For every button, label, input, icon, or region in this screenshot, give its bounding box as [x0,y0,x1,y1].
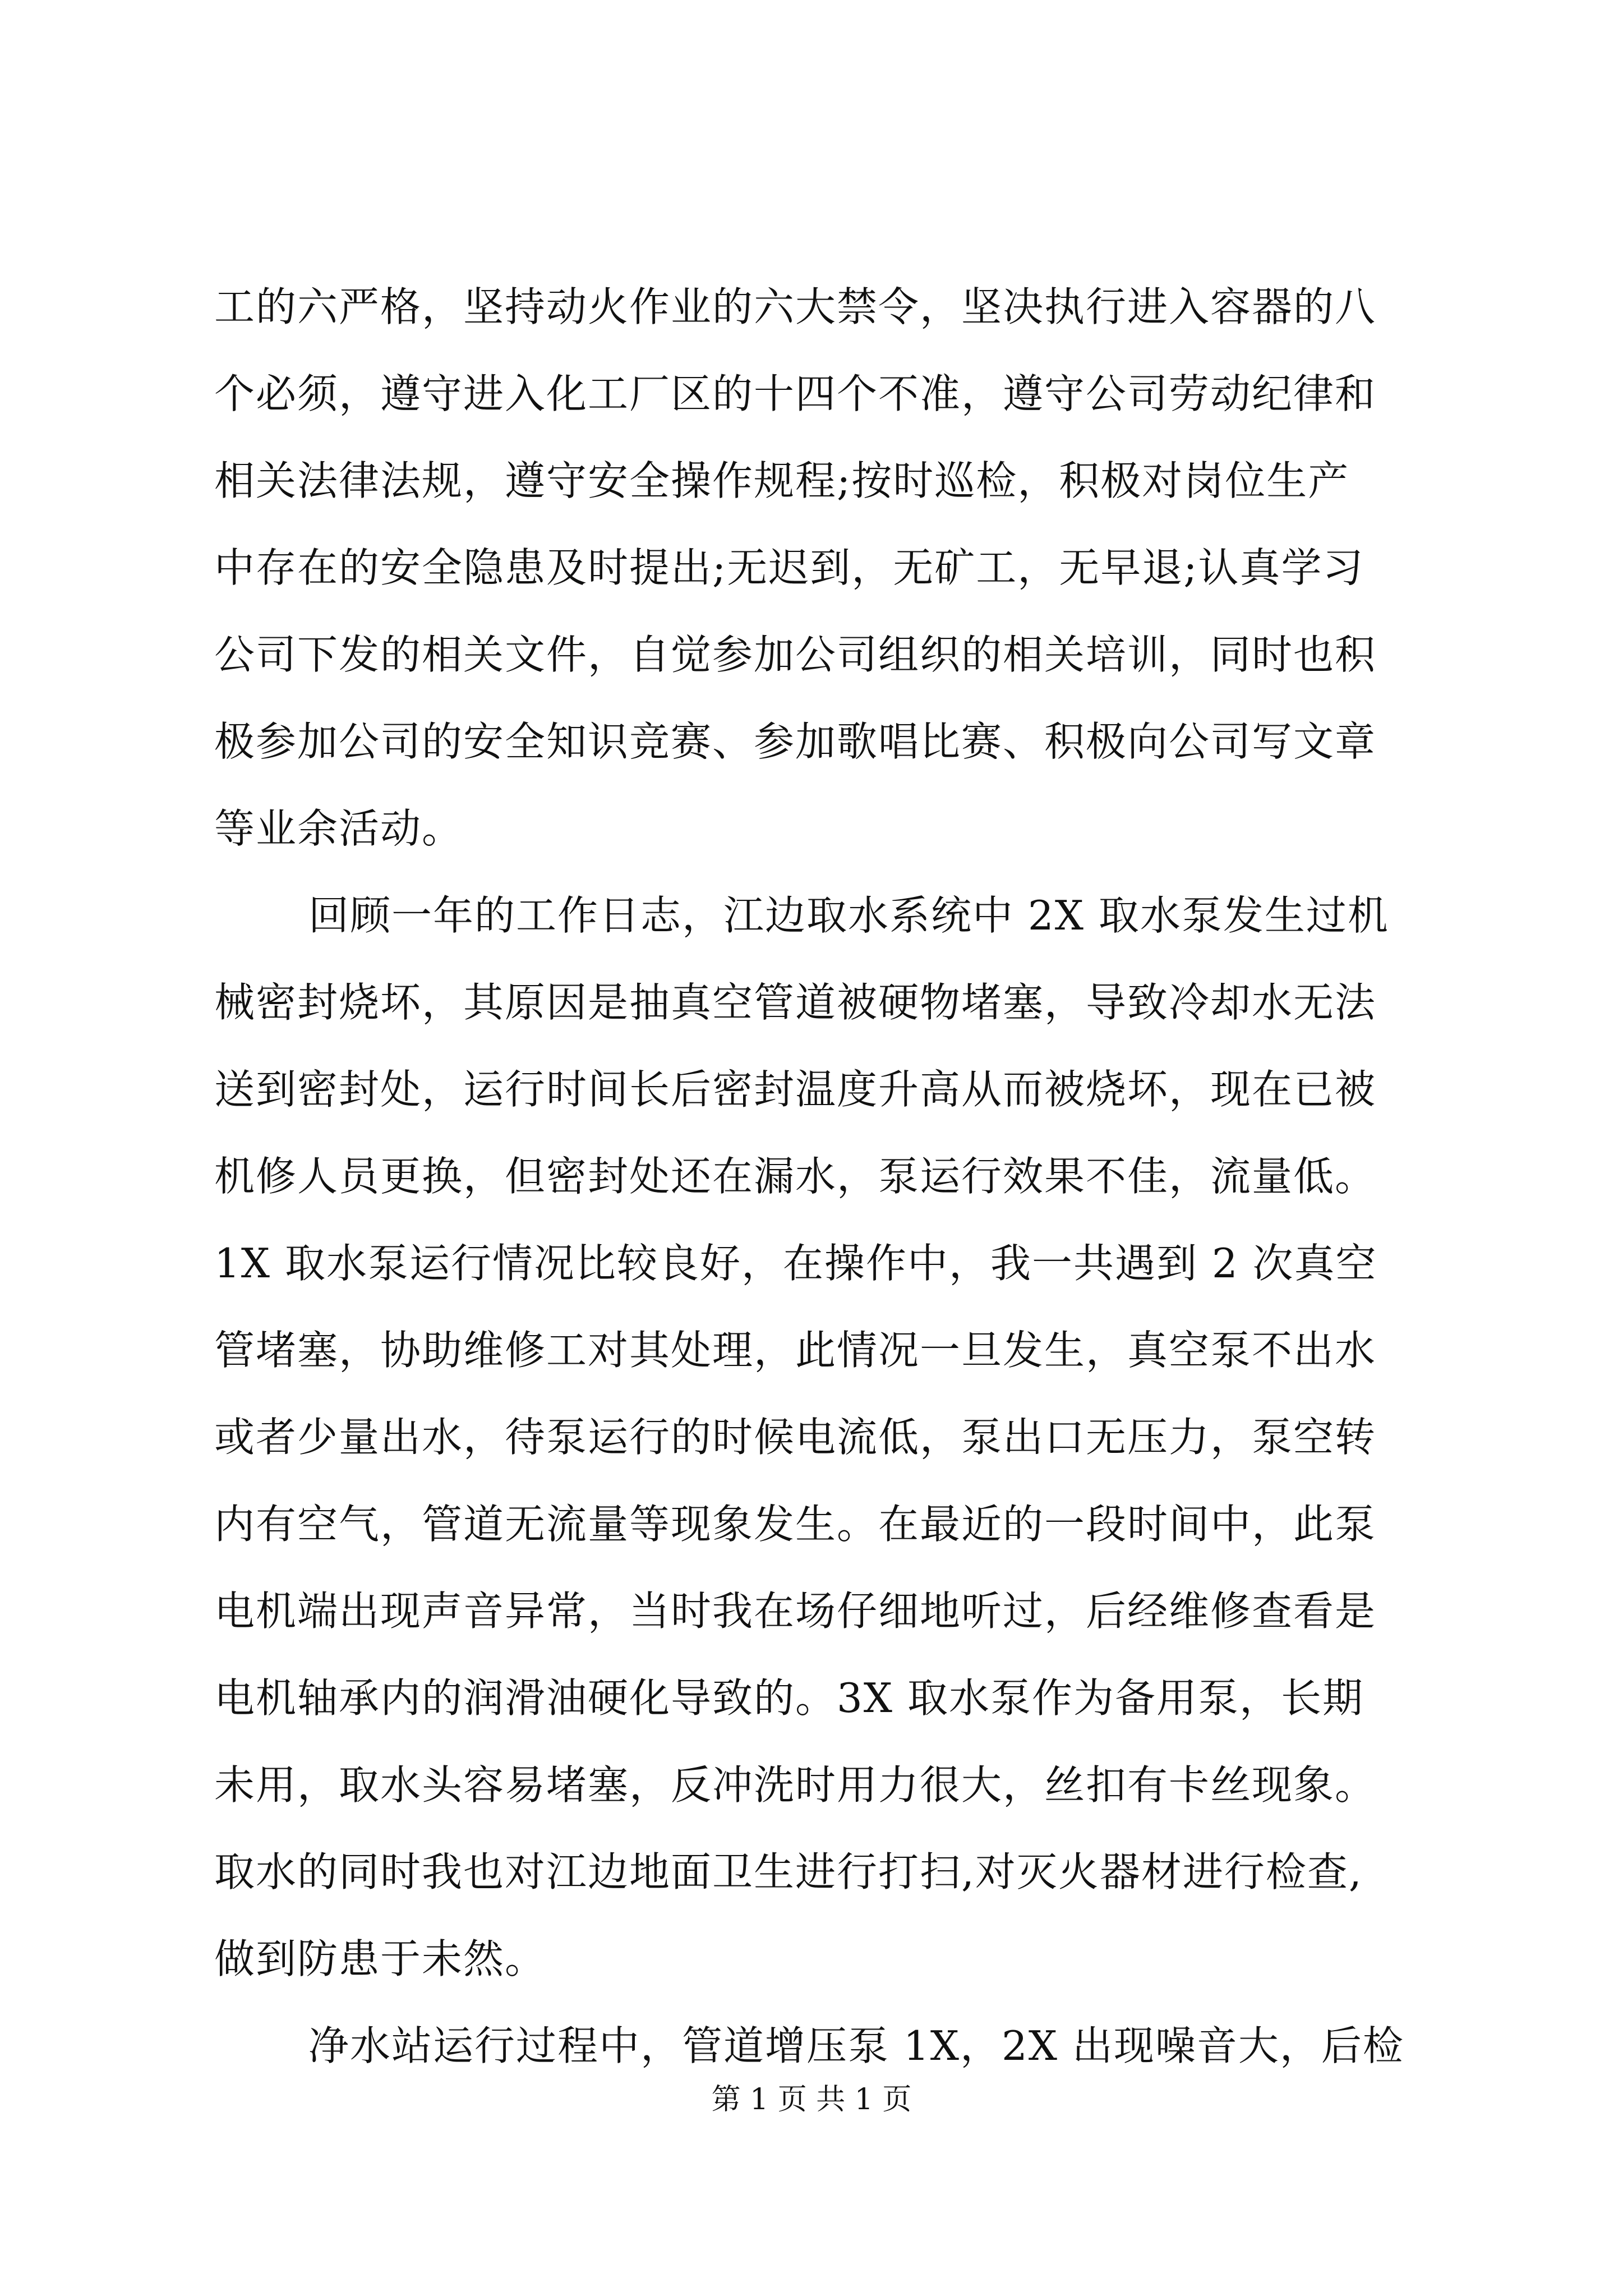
text-line: 相关法律法规，遵守安全操作规程;按时巡检，积极对岗位生产 [214,457,1350,504]
text-line: 回顾一年的工作日志，江边取水系统中 2X 取水泵发生过机 [308,892,1389,939]
text-line: 机修人员更换，但密封处还在漏水，泵运行效果不佳，流量低。 [214,1153,1377,1200]
text-line: 或者少量出水，待泵运行的时候电流低，泵出口无压力，泵空转 [214,1414,1377,1461]
body-text [214,264,1414,2090]
text-line: 净水站运行过程中，管道增压泵 1X，2X 出现噪音大，后检 [308,2022,1404,2069]
text-line: 公司下发的相关文件，自觉参加公司组织的相关培训，同时也积 [214,631,1377,678]
text-line: 中存在的安全隐患及时提出;无迟到，无矿工，无早退;认真学习 [214,544,1364,591]
text-line: 械密封烧坏，其原因是抽真空管道被硬物堵塞，导致冷却水无法 [214,979,1377,1026]
text-line: 电机轴承内的润滑油硬化导致的。3X 取水泵作为备用泵，长期 [214,1674,1364,1722]
text-line: 个必须，遵守进入化工厂区的十四个不准，遵守公司劳动纪律和 [214,370,1377,417]
text-line: 做到防患于未然。 [214,1935,547,1982]
text-line: 1X 取水泵运行情况比较良好，在操作中，我一共遇到 2 次真空 [214,1240,1377,1287]
text-line: 电机端出现声音异常，当时我在场仔细地听过，后经维修查看是 [214,1588,1377,1635]
text-line: 未用，取水头容易堵塞，反冲洗时用力很大，丝扣有卡丝现象。 [214,1761,1377,1809]
page-footer: 第 1 页 共 1 页 [711,2083,912,2116]
text-line: 工的六严格，坚持动火作业的六大禁令，坚决执行进入容器的八 [214,283,1377,330]
text-line: 等业余活动。 [214,805,464,852]
text-line: 极参加公司的安全知识竞赛、参加歌唱比赛、积极向公司写文章 [214,718,1377,765]
text-line: 内有空气，管道无流量等现象发生。在最近的一段时间中，此泵 [214,1501,1377,1548]
text-line: 取水的同时我也对江边地面卫生进行打扫,对灭火器材进行检查, [214,1848,1363,1895]
text-line: 管堵塞，协助维修工对其处理，此情况一旦发生，真空泵不出水 [214,1327,1377,1374]
text-line: 送到密封处，运行时间长后密封温度升高从而被烧坏，现在已被 [214,1066,1377,1113]
